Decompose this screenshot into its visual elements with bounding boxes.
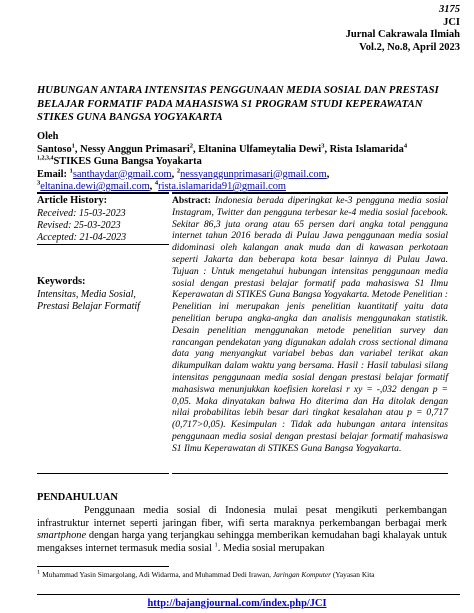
abstract-body: Indonesia berada diperingkat ke-3 pengguna media sosial Instagram, Twitter dan pengguna terbesar ke-4 media sosial facebook. Sekitar 86,3 juta orang atau 65 persen dari angka total pengguna internet tahun 2016 berada di Pulau Jawa penggunaan media sosial didominasi oleh kalangan anak muda dan di kawasan perkotaan seperti Jakarta dan beberapa kota besar lainnya di Pulau Jawa. Tujuan : Untuk mengetahui hubungan intensitas penggunaan media sosial dengan prestasi belajar formatif pada mahasiswa S1 Ilmu Keperawatan di STIKES Guna Bangsa Yogyakarta. Metode Penelitian : Penelitian ini merupakan jenis penelitian kuantitatif yaitu data penelitian berupa angka-angka dan analisis menggunakan statistik. Desain penelitian menggunakan metode penelitian survey dan rancangan pendekatan yang digunakan adalah cross sectional dimana data yang menyangkut variabel bebas dan variabel terikat akan dikumpulkan dalam waktu yang bersama. Hasil : Hasil tabulasi silang intensitas penggunaan media sosial dengan prestasi belajar formatif mahasiswa menunjukkan koefisien korelasi r xy = -,032 dengan p = 0,05. Maka dinyatakan bahwa Ho diterima dan Ha ditolak dengan nilai probabilitas lebih besar dari tingkat kesalahan atau p = 0,717 (0,717>0,05). Kesimpulan : Tidak ada hubungan antara intensitas penggunaan media sosial dengan prestasi belajar formatif mahasiswa S1 Ilmu Keperawatan di STIKES Guna Bangsa Yogyakarta. xyxy=(172,195,448,454)
article-history-heading: Article History: xyxy=(37,195,108,206)
oleh-label: Oleh xyxy=(37,131,59,142)
author-name: Eltanina Ulfameytalia Dewi xyxy=(198,143,322,155)
author-sup: 2 xyxy=(189,142,194,150)
abstract-text xyxy=(172,195,448,455)
body-paragraph xyxy=(37,505,447,555)
author-sup: 3 xyxy=(321,142,325,150)
email-line: $^3$eltanina.dewi@gmail.com, $^4$rista.islamarida91@gmail.com xyxy=(37,179,286,192)
footnote-italic: Jaringan Komputer xyxy=(272,570,331,579)
journal-name: Jurnal Cakrawala Ilmiah xyxy=(345,29,460,40)
email-link-3[interactable]: eltanina.dewi@gmail.com xyxy=(40,181,150,192)
affiliation-sup: 1,2,3,4 xyxy=(37,155,54,162)
footnote-ref[interactable]: 1 xyxy=(214,541,218,549)
author-name: Nessy Anggun Primasari xyxy=(80,143,190,155)
footer xyxy=(0,598,474,609)
email-sup: 1 xyxy=(69,167,73,175)
article-title: HUBUNGAN ANTARA INTENSITAS PENGGUNAAN MEDIA SOSIAL DAN PRESTASI BELAJAR FORMATIF PADA MAHASISWA S1 PROGRAM STUDI KEPERAWATAN STIKES GUNA BANGSA YOGYAKARTA xyxy=(37,85,439,123)
keywords-text: Intensitas, Media Sosial, Prestasi Belajar Formatif xyxy=(37,289,140,312)
footer-divider xyxy=(37,594,460,595)
article-dates xyxy=(37,208,126,243)
divider xyxy=(37,473,169,475)
author-block xyxy=(37,131,457,194)
para-text: dengan harga yang terjangkau sehingga memberikan kemudahan bagi khalayak untuk mengakses internet termasuk media sosial xyxy=(37,530,447,554)
footnote-sup: 1 xyxy=(37,570,41,576)
email-line: Email: $^1$santhaydar@gmail.com, $^2$nessyanggunprimasari@gmail.com, xyxy=(37,167,330,180)
affiliation xyxy=(37,156,457,169)
journal-url-link[interactable]: http://bajangjournal.com/index.php/JCI xyxy=(147,598,327,609)
journal-header xyxy=(346,4,460,54)
divider xyxy=(172,473,448,475)
received-date: Received: 15-03-2023 xyxy=(37,208,126,219)
para-italic: smartphone xyxy=(37,530,87,542)
divider xyxy=(37,244,169,245)
keywords-heading: Keywords: xyxy=(37,276,86,287)
divider xyxy=(37,192,169,194)
divider xyxy=(172,192,448,194)
author-sup: 1 xyxy=(71,142,75,150)
footnote-text: Muhammad Yasin Simargolang, Adi Widarma, and Muhammad Dedi Irawan, xyxy=(40,570,273,579)
para-text: . Media sosial merupakan xyxy=(217,542,325,554)
email-label: Email: xyxy=(37,168,70,180)
abstract-label: Abstract: xyxy=(172,195,211,206)
email-link-4[interactable]: rista.islamarida91@gmail.com xyxy=(158,181,286,192)
email-link-1[interactable]: santhaydar@gmail.com xyxy=(72,168,172,180)
author-name: Rista Islamarida xyxy=(329,143,404,155)
footnote-divider xyxy=(37,566,169,567)
article-info-box xyxy=(37,192,169,474)
author-name: Santoso xyxy=(37,143,72,155)
page-number: 3175 xyxy=(439,4,460,15)
abstract-box xyxy=(172,192,448,474)
email-sup: 3 xyxy=(37,179,41,187)
journal-volume: Vol.2, No.8, April 2023 xyxy=(359,41,460,53)
journal-abbr: JCI xyxy=(443,16,460,28)
revised-date: Revised: 25-03-2023 xyxy=(37,219,121,231)
footnote xyxy=(37,570,457,579)
email-sup: 2 xyxy=(176,167,181,175)
email-link-2[interactable]: nessyanggunprimasari@gmail.com xyxy=(180,168,327,180)
affiliation-text: STIKES Guna Bangsa Yoyakarta xyxy=(53,156,202,167)
para-text: Penggunaan media sosial di Indonesia mulai pesat mengikuti perkembangan infrastruktur internet seperti jaringan fiber, wifi serta maraknya perkembangan berbagai merk xyxy=(37,505,447,529)
email-sup: 4 xyxy=(154,179,159,187)
footnote-tail: (Yayasan Kita xyxy=(330,570,375,579)
author-sup: 4 xyxy=(403,142,408,150)
section-heading: PENDAHULUAN xyxy=(37,492,118,503)
accepted-date: Accepted: 21-04-2023 xyxy=(37,231,127,243)
author-names: Santoso$^1$, Nessy Anggun Primasari$^2$, Eltanina Ulfameytalia Dewi$^3$, Rista Islamarida$^4$ xyxy=(37,142,408,155)
